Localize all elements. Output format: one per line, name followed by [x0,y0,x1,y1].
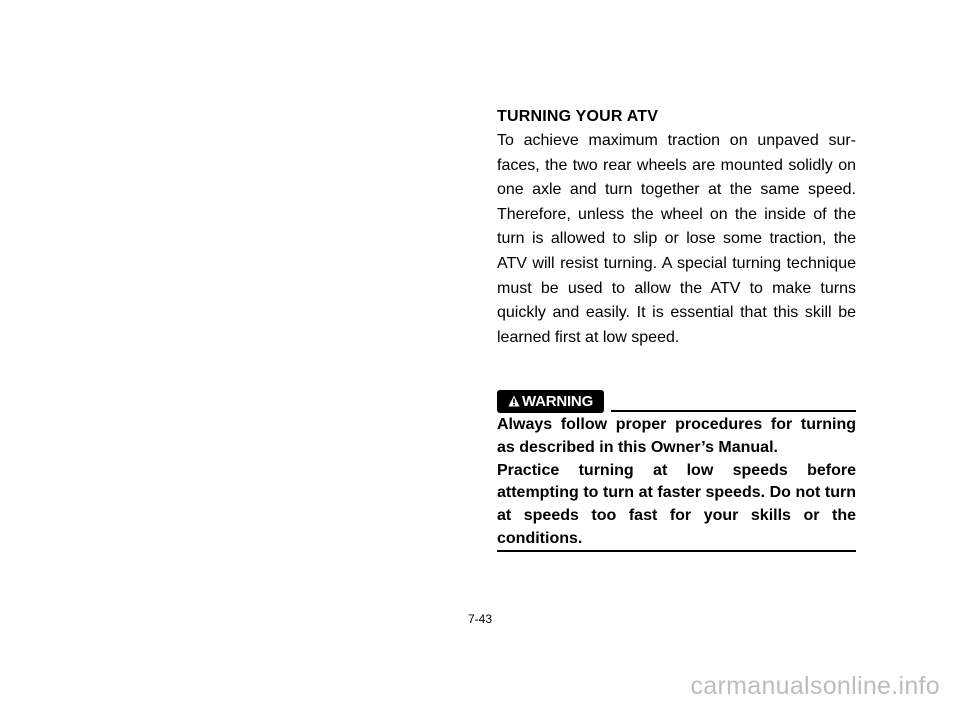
warning-label: WARNING [521,393,594,410]
section-paragraph: To achieve maximum traction on unpaved sur-faces, the two rear wheels are mounted solidly on one axle and turn together at the same speed. Therefore, unless the wheel on the inside of the turn is allowed to slip or lose some traction, the ATV will resist turning. A special turning technique must be used to allow the ATV to make turns quickly and easily. It is essential that this skill be learned first at low speed. [497,132,856,346]
warning-header [497,390,856,414]
exclamation-icon [508,395,520,407]
warning-paragraph: Practice turning at low speeds before attempting to turn at faster speeds. Do not turn at speeds too fast for your skills or the conditions. [497,461,856,547]
section-heading: TURNING YOUR ATV [497,108,659,125]
page-number: 7-43 [467,612,493,626]
warning-paragraph: Always follow proper procedures for turning as described in this Owner’s Manual. [497,416,856,456]
turning-section [497,104,856,350]
warning-badge [497,390,604,413]
warning-body [497,414,856,551]
warning-divider [611,410,856,412]
warning-bottom-divider [497,550,856,552]
watermark: carmanualsonline.info [690,672,940,700]
